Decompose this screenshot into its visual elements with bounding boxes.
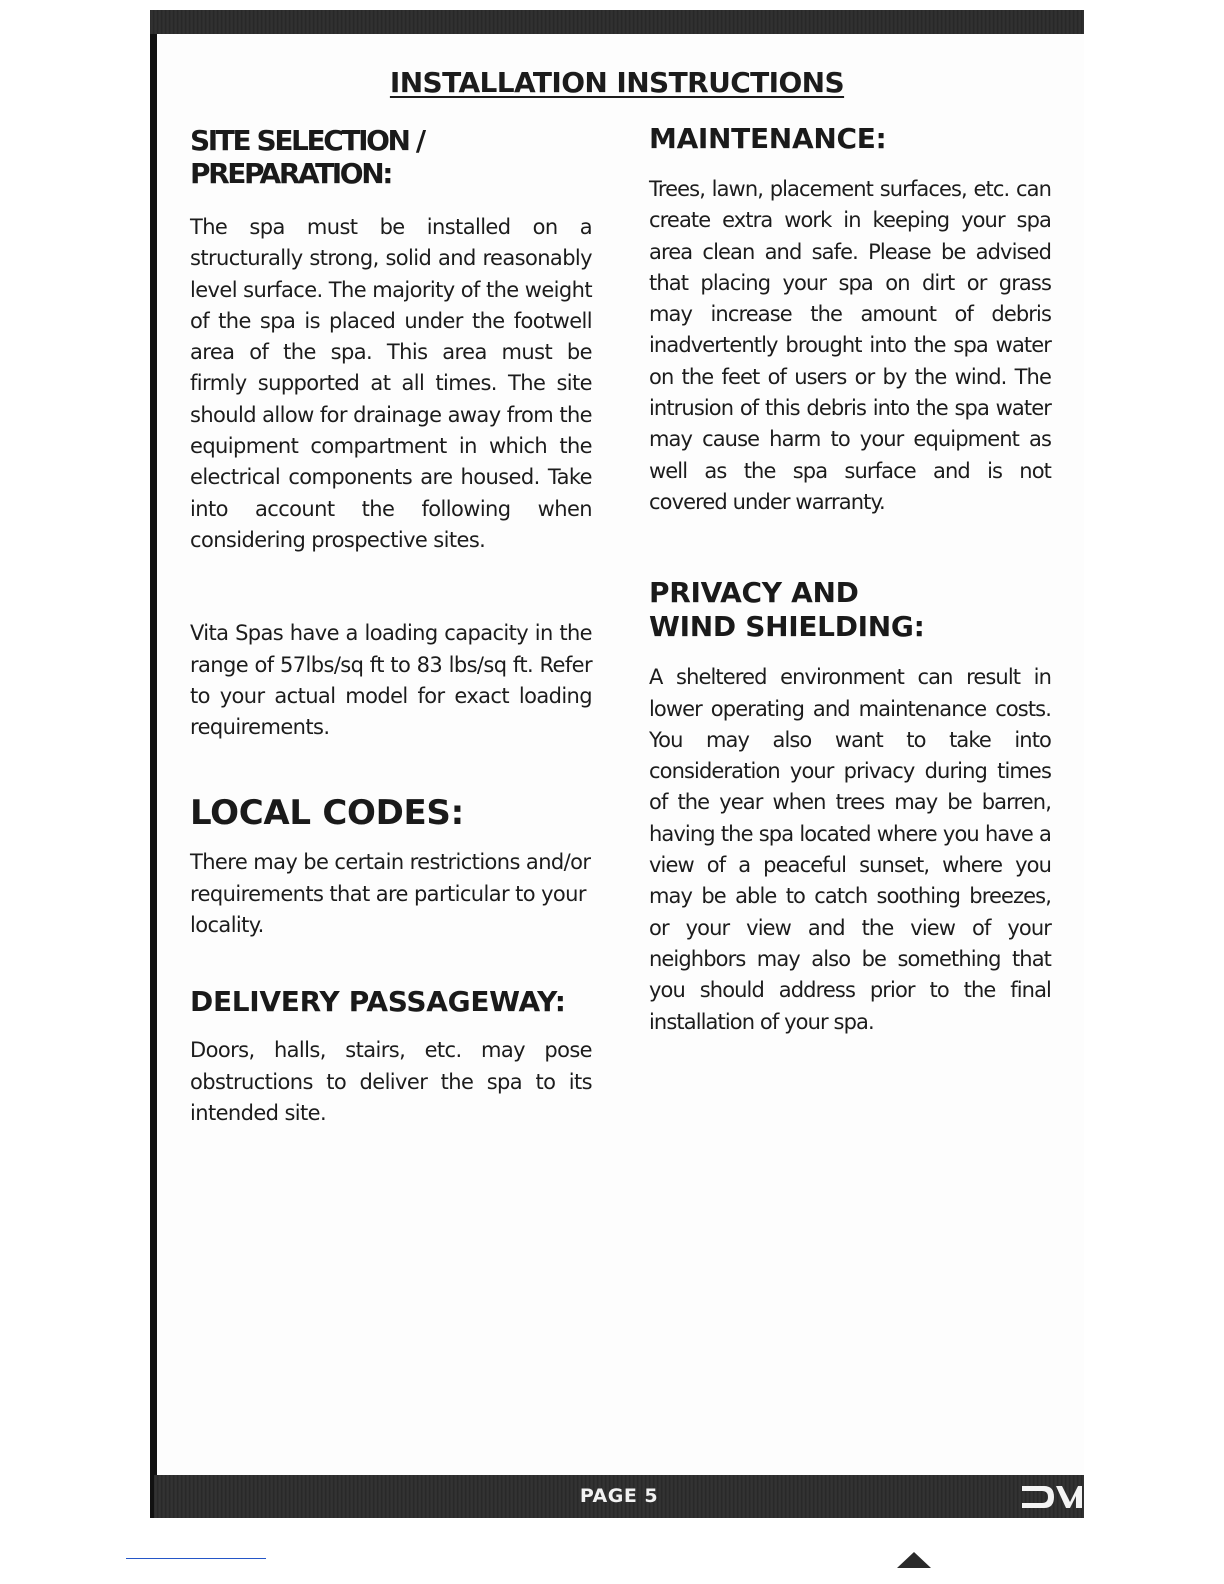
document-title: INSTALLATION INSTRUCTIONS [389, 66, 845, 99]
site-selection-paragraph: The spa must be installed on a structurally strong, solid and reasonably level surface. The majority of the weight of the spa is placed under the footwell area of the spa. This area must be firmly supported at all times. The site should allow for drainage away from the equipment compartment in which the electrical components are housed. Take into account the following when considering prospective sites. [190, 215, 592, 552]
local-codes-paragraph: There may be certain restrictions and/or requirements that are particular to your locality. [190, 850, 591, 938]
vita-spas-logo-icon [1020, 1482, 1082, 1512]
page-number: PAGE 5 [579, 1485, 659, 1507]
privacy-paragraph: A sheltered environment can result in lower operating and maintenance costs. You may also want to take into consideration your privacy during times of the year when trees may be barren, having the spa located where you have a view of a peaceful sunset, where you may be able to catch soothing breezes, or your view and the view of your neighbors may also be something that you should address prior to the final installation of your spa. [649, 665, 1051, 1034]
privacy-heading-line2: WIND SHIELDING: [649, 610, 925, 644]
loading-capacity-paragraph: Vita Spas have a loading capacity in the range of 57lbs/sq ft to 83 lbs/sq ft. Refer to your actual model for exact loading requirements. [190, 621, 592, 740]
local-codes-heading: LOCAL CODES: [190, 793, 464, 834]
maintenance-paragraph: Trees, lawn, placement surfaces, etc. can create extra work in keeping your spa area clean and safe. Please be advised that placing your spa on dirt or grass may increase the amount of debris inadvertently brought into the spa water on the feet of users or by the wind. The intrusion of this debris into the spa water may cause harm to your equipment as well as the spa surface and is not covered under warranty. [649, 177, 1051, 514]
delivery-passageway-heading: DELIVERY PASSAGEWAY: [190, 985, 566, 1019]
site-selection-heading: SITE SELECTION / PREPARATION: [190, 124, 424, 190]
left-column [190, 118, 592, 1129]
maintenance-heading: MAINTENANCE: [649, 122, 887, 155]
privacy-heading [649, 576, 1051, 644]
delivery-passageway-paragraph: Doors, halls, stairs, etc. may pose obstructions to deliver the spa to its intended site. [190, 1038, 592, 1125]
top-bar [150, 10, 1084, 34]
corner-mark [897, 1552, 931, 1568]
right-column [649, 118, 1051, 1038]
margin-line [126, 1558, 266, 1559]
bottom-bar [154, 1475, 1084, 1518]
privacy-heading-line1: PRIVACY AND [649, 576, 859, 610]
